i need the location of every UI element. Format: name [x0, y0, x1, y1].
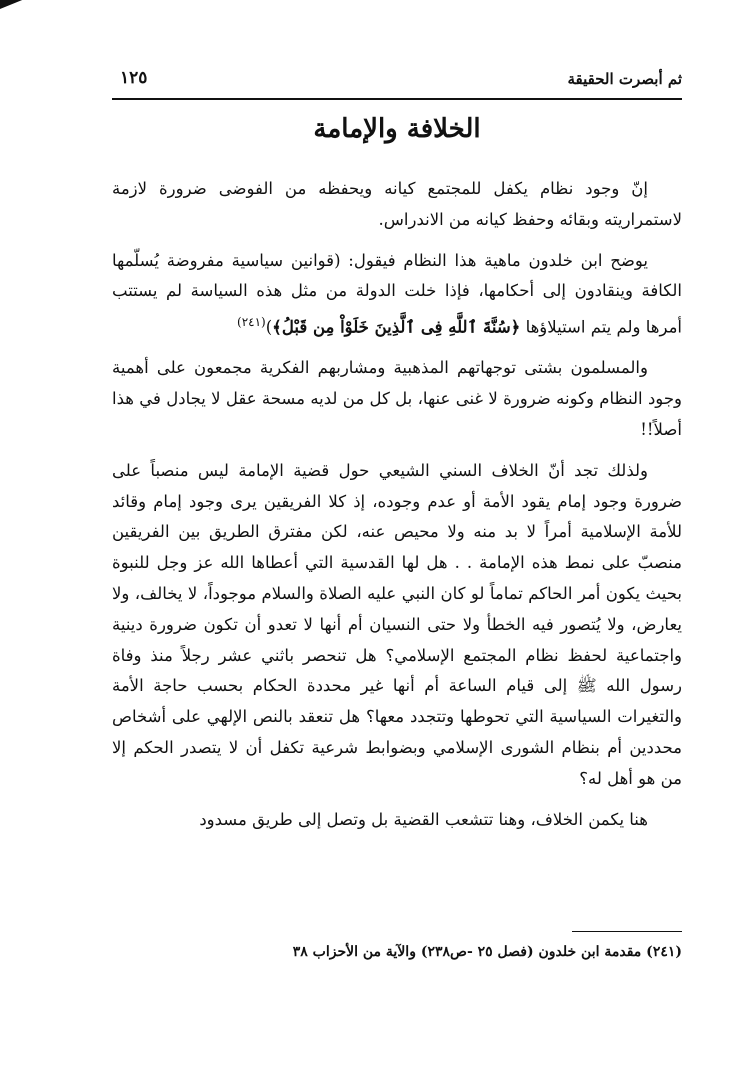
footnote-divider — [572, 931, 682, 932]
body-text — [112, 174, 682, 845]
paragraph-3: والمسلمون بشتى توجهاتهم المذهبية ومشاربهم الفكرية مجمعون على أهمية وجود النظام وكونه ضرورة لا غنى عنها، بل كل من لديه مسحة عقل لا يجادل في هذا أصلاً!! — [112, 358, 682, 440]
footnote-reference: (٢٤١) — [237, 315, 266, 330]
quran-verse: ﴿سُنَّةَ ٱللَّهِ فِى ٱلَّذِينَ خَلَوْاْ مِن قَبْلُ﴾ — [272, 317, 521, 337]
footnote: (٢٤١) مقدمة ابن خلدون (فصل ٢٥ -ص٢٣٨) والآية من الأحزاب ٣٨ — [292, 944, 682, 960]
paragraph-5: هنا يكمن الخلاف، وهنا تتشعب القضية بل وتصل إلى طريق مسدود — [199, 809, 648, 829]
running-header — [112, 64, 682, 100]
paragraph-2 — [112, 246, 682, 344]
paragraph-2-text: يوضح ابن خلدون ماهية هذا النظام فيقول: (قوانين سياسية مفروضة يُسلّمها الكافة وينقادون إلى أحكامها، فإذا خلت الدولة من مثل هذه السياسة لم يستتب أمرها ولم يتم استيلاؤها — [112, 250, 682, 337]
running-header-title: ثم أبصرت الحقيقة — [567, 70, 682, 88]
page-number: ١٢٥ — [120, 68, 148, 88]
chapter-title: الخلافة والإمامة — [313, 114, 481, 144]
quote-close: ) — [265, 317, 273, 337]
paragraph-1: إنّ وجود نظام يكفل للمجتمع كيانه ويحفظه من الفوضى ضرورة لازمة لاستمراريته وبقائه وحفظ كيانه من الاندراس. — [112, 179, 682, 229]
page-corner-mark — [0, 0, 34, 9]
book-page — [112, 0, 682, 1087]
paragraph-4: ولذلك تجد أنّ الخلاف السني الشيعي حول قضية الإمامة ليس منصباً على ضرورة وجود إمام يقود الأمة أو عدم وجوده، إذ كلا الفريقين يرى وجود إمام وقائد للأمة الإسلامية أمراً لا بد منه ولا محيص عنه، لكن مفترق الطريق بين الفريقين منصبّ على نمط هذه الإمامة . . هل لها القدسية التي أعطاها الله عز وجل للنبوة بحيث يكون أمر الحاكم تماماً لو كان النبي عليه الصلاة والسلام موجوداً، لا يخالف، ولا يعارض، ولا يُتصور فيه الخطأ ولا حتى النسيان أم أنها لا تعدو أن تكون ضرورة دينية واجتماعية لحفظ نظام المجتمع الإسلامي؟ هل تنحصر باثني عشر رجلاً منذ وفاة رسول الله ﷺ إلى قيام الساعة أم أنها غير محددة الحكام بحسب حاجة الأمة والتغيرات السياسية التي تحوطها وتتجدد معها؟ هل تنعقد بالنص الإلهي على أشخاص محددين أم بنظام الشورى الإسلامي وبضوابط شرعية تكفل أن لا يتصدر الحكم إلا من هو أهل له؟ — [112, 460, 682, 788]
